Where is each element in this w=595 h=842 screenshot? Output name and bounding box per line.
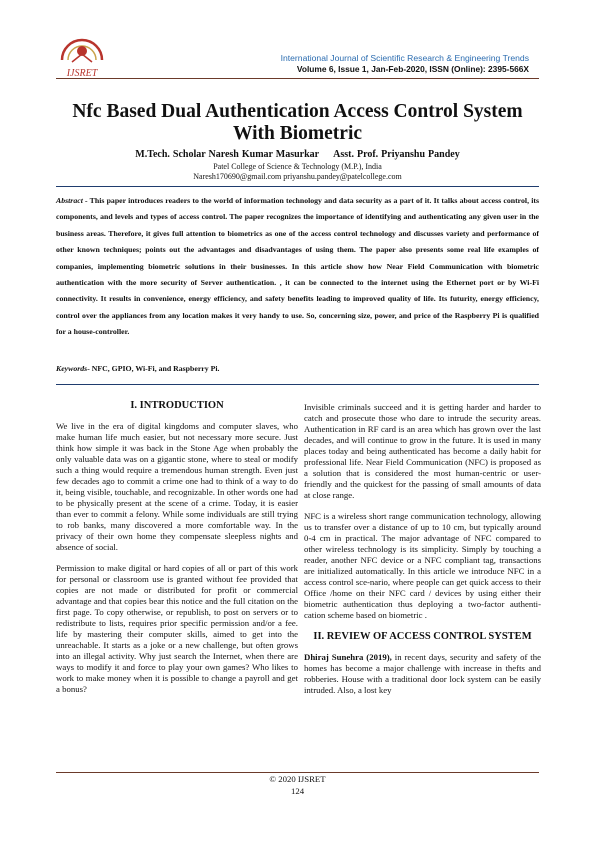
- title-divider: [56, 186, 539, 187]
- copyright: © 2020 IJSRET: [269, 774, 326, 784]
- page-number: 124: [290, 786, 305, 796]
- keywords: [56, 363, 539, 375]
- journal-volume: Volume 6, Issue 1, Jan-Feb-2020, ISSN (Online): 2395-566X: [296, 64, 529, 74]
- title-line-1: Nfc Based Dual Authentication Access Control System: [72, 101, 523, 122]
- paragraph: We live in the era of digital kingdoms and computer slaves, who make human life much easier, but not necessary more secure. Just think how simple it was back in the Stone Age when probably the only valuable data was on a gigantic stone, where to steal or modify such a thing would require a tremendous human strength. Even just few decades ago to commit a crime one had to think of a way to do it, being visible, touchable, and recognizable. In other words one had to be physically present at the scene of a crime. Today, it is easier than ever to commit a felony. While some individuals are still trying to rob banks, many discovered a more comfortable way. In the privacy of their own home they compensate sleepless nights and absence of social.: [56, 421, 298, 552]
- abstract-text: This paper introduces readers to the world of information technology and data security as a part of it. It talks about access control, its components, and levels and types of access control. The paper recognizes the importance of identifying and authenticating any given user in the business areas. Therefore, it gives full attention to biometrics as one of the access control technology and discusses variety and performance of other known techniques; points out the advantages and disadvantages of using them. The paper also presents some real life examples of companies, implementing biometric solutions in their businesses. In this article show how Near Field Communication with biometric authentication with the more security of Server authentication. , it can be connected to the internet using the Ethernet port or by Wi-Fi connectivity. It results in convenience, energy efficiency, and safety benefits leading to improved quality of life. Its futurity, energy efficiency, control over the appliances from any location makes it very handy to use. So, concerning size, power, and price of the Raspberry Pi is qualified for a house-controller.: [56, 196, 539, 337]
- section-heading-review: II. REVIEW OF ACCESS CONTROL SYSTEM: [313, 631, 532, 642]
- abstract: [56, 193, 539, 341]
- title-line-2: With Biometric: [232, 123, 363, 144]
- section-heading-introduction: I. INTRODUCTION: [130, 400, 224, 411]
- paragraph: [304, 652, 541, 696]
- header-divider: [56, 78, 539, 79]
- paragraph-text: in recent days, security and safety of the homes has become a major challenge with increase in thefts and robberies. House with a traditional door lock system can be easily intruded. Also, a lost key: [304, 652, 541, 695]
- journal-header: [150, 53, 529, 75]
- paragraph: Invisible criminals succeed and it is getting harder and harder to catch and prosecute those who dare to intrude the security areas. Authentication in RF card is an area which has grown over the last decades, and will continue to grow in the future. It is used in many places today and being authenticated has become a daily habit for professional life. Near Field Communication (NFC) is proposed as a solution that is considered the most human-centric or user-friendly and the quickest for the passing of small amounts of data at close range.: [304, 402, 541, 500]
- cited-author: Dhiraj Sunehra (2019),: [304, 652, 392, 662]
- journal-name: International Journal of Scientific Research & Engineering Trends: [280, 53, 529, 63]
- right-column: [304, 402, 541, 706]
- left-column: [56, 400, 298, 705]
- logo-emblem-icon: [56, 36, 108, 80]
- author-2: Asst. Prof. Priyanshu Pandey: [333, 149, 460, 160]
- logo-text: IJSRET: [66, 68, 98, 79]
- author-emails: Naresh170690@gmail.com priyanshu.pandey@patelcollege.com: [193, 172, 402, 181]
- author-line: [40, 149, 555, 161]
- paper-title: [40, 101, 555, 145]
- keywords-text: NFC, GPIO, Wi-Fi, and Raspberry Pi.: [89, 364, 220, 373]
- keywords-label: Keywords-: [56, 364, 90, 373]
- paragraph: NFC is a wireless short range communication technology, allowing us to transfer over a distance of up to 10 cm, but typically around 0-4 cm in practical. The major advantage of NFC compared to other wireless technology is its simplicity. Simply by touching a reader, another NFC device or a NFC compliant tag, transactions are initialized automatically. In this article we introduce NFC in a access control sce-nario, where people can get quick access to their Office /home on their NFC card / devices by using either their biometric authentication thus deploying a two-factor authenti-cation scheme based on biometric .: [304, 511, 541, 620]
- page-footer: [0, 773, 595, 797]
- abstract-label: Abstract -: [56, 196, 88, 205]
- author-1: M.Tech. Scholar Naresh Kumar Masurkar: [135, 149, 320, 160]
- journal-logo: [56, 36, 108, 80]
- paragraph: Permission to make digital or hard copies of all or part of this work for personal or classroom use is granted without fee provided that copies are not made or distributed for profit or commercial advantage and that copies bear this notice and the full citation on the first page. To copy otherwise, or republish, to post on servers or to redistribute to lists, requires prior specific permission and/or a fee. life by mastering their computer skills, aimed to get into the unreachable. It starts as a joke or a new challenge, but often grows into an illegal activity. Why just search the Internet, when there are ways to modify it and force to play your own games? Who likes to work to make money when it is possible to change a payroll and get a bonus?: [56, 563, 298, 694]
- keywords-divider: [56, 384, 539, 385]
- affiliation: Patel College of Science & Technology (M.P.), India: [213, 162, 382, 171]
